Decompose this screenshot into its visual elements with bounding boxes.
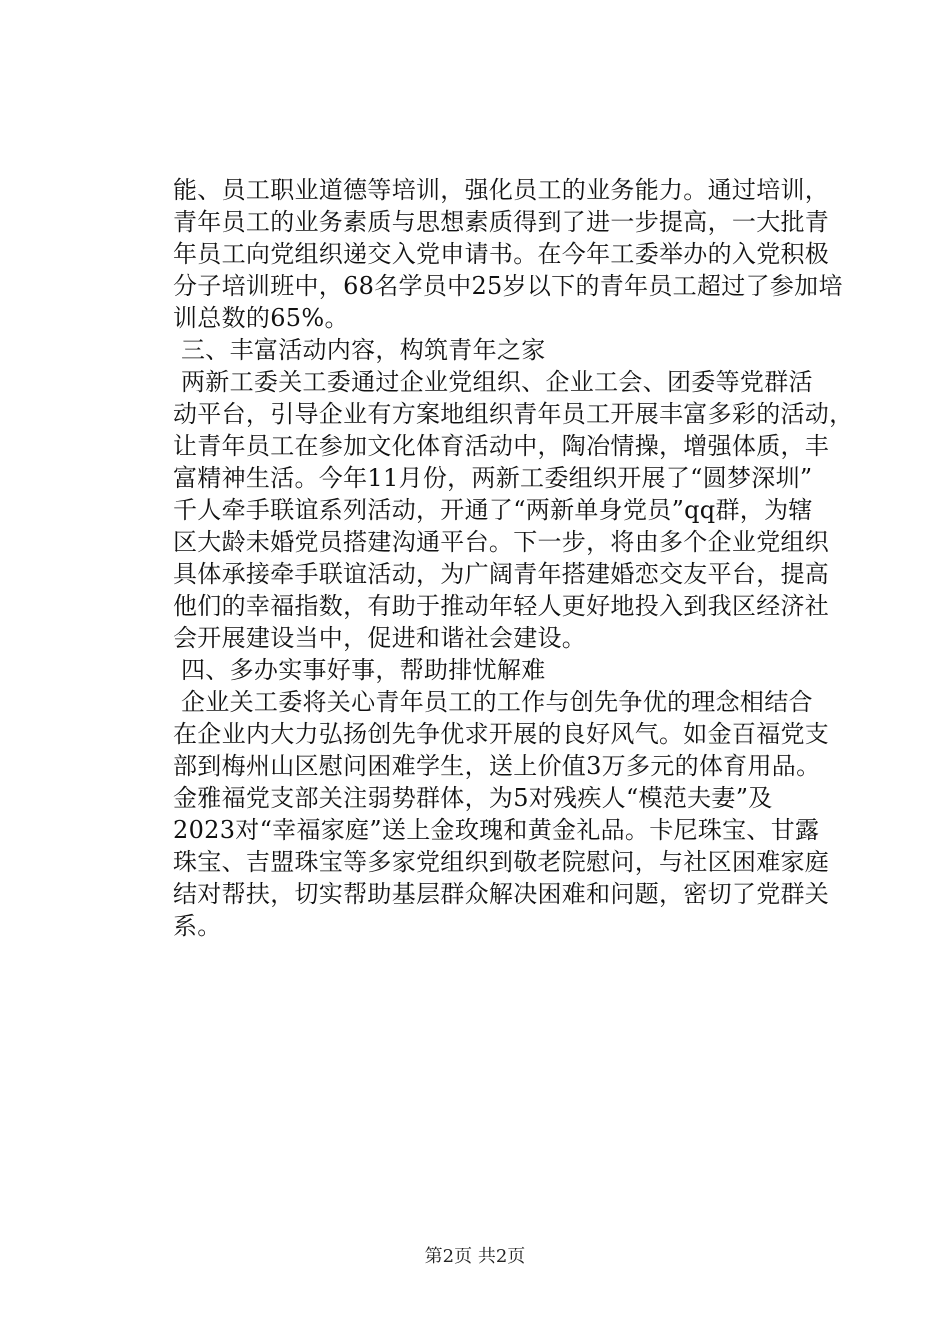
text-line: 企业关工委将关心青年员工的工作与创先争优的理念相结合 <box>181 688 813 716</box>
text-line: 年员工向党组织递交入党申请书。在今年工委举办的入党积极 <box>173 240 830 268</box>
text-line: 分子培训班中，68名学员中25岁以下的青年员工超过了参加培 <box>173 272 843 300</box>
text-line: 能、员工职业道德等培训，强化员工的业务能力。通过培训， <box>173 176 830 204</box>
text-line: 结对帮扶，切实帮助基层群众解决困难和问题，密切了党群关 <box>173 880 830 908</box>
text-line: 会开展建设当中，促进和谐社会建设。 <box>173 624 587 652</box>
text-line: 让青年员工在参加文化体育活动中，陶冶情操，增强体质，丰 <box>173 432 830 460</box>
page-number-footer: 第2页 共2页 <box>424 1246 526 1267</box>
text-line: 珠宝、吉盟珠宝等多家党组织到敬老院慰问，与社区困难家庭 <box>173 848 830 876</box>
section-heading: 四、多办实事好事，帮助排忧解难 <box>181 656 546 684</box>
text-line: 具体承接牵手联谊活动，为广阔青年搭建婚恋交友平台，提高 <box>173 560 830 588</box>
section-heading: 三、丰富活动内容，构筑青年之家 <box>181 336 546 364</box>
text-line: 两新工委关工委通过企业党组织、企业工会、团委等党群活 <box>181 368 813 396</box>
text-line: 青年员工的业务素质与思想素质得到了进一步提高，一大批青 <box>173 208 830 236</box>
text-line: 部到梅州山区慰问困难学生，送上价值3万多元的体育用品。 <box>173 752 821 780</box>
text-line: 他们的幸福指数，有助于推动年轻人更好地投入到我区经济社 <box>173 592 830 620</box>
text-line: 动平台，引导企业有方案地组织青年员工开展丰富多彩的活动， <box>173 400 854 428</box>
text-line: 区大龄未婚党员搭建沟通平台。下一步，将由多个企业党组织 <box>173 528 830 556</box>
text-line: 2023对“幸福家庭”送上金玫瑰和黄金礼品。卡尼珠宝、甘露 <box>173 816 820 844</box>
text-line: 千人牵手联谊系列活动，开通了“两新单身党员”qq群，为辖 <box>173 496 813 524</box>
text-line: 在企业内大力弘扬创先争优求开展的良好风气。如金百福党支 <box>173 720 830 748</box>
text-line: 系。 <box>173 912 222 940</box>
text-line: 训总数的65%。 <box>173 304 349 332</box>
text-line: 富精神生活。今年11月份，两新工委组织开展了“圆梦深圳” <box>173 464 813 492</box>
text-line: 金雅福党支部关注弱势群体，为5对残疾人“模范夫妻”及 <box>173 784 773 812</box>
